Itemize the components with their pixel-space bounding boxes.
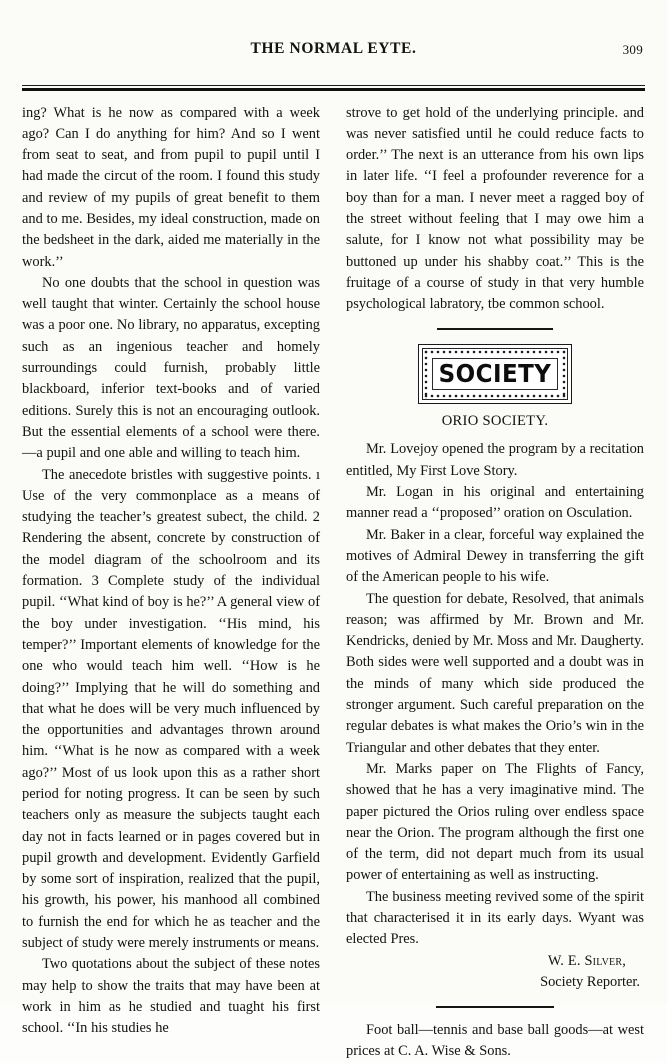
society-banner <box>418 344 572 404</box>
left-column <box>22 103 320 1063</box>
paragraph: Mr. Lovejoy opened the program by a recitation entitled, My First Love Story. <box>346 441 644 479</box>
paragraph: Mr. Marks paper on The Flights of Fancy, showed that he has a very imaginative mind. The paper pictured the Orios ruling over endless space near the Orion. The program although the first one of the term, did not depart much from its usual power of entertaining as well as instructing. <box>346 760 644 884</box>
section-heading: ORIO SOCIETY. <box>441 413 549 430</box>
paragraph: Two quotations about the subject of these notes may help to show the traits that may have been at work in him as he studied and tuaght his first school. ‘‘In his studies he <box>22 956 320 1037</box>
page-content-area <box>22 0 645 1060</box>
advertisement-text: Foot ball—tennis and base ball goods—at west prices at C. A. Wise & Sons. <box>346 1022 644 1060</box>
paragraph: The question for debate, Resolved, that animals reason; was affirmed by Mr. Brown and Mr. Kendricks, denied by Mr. Moss and Mr. Daugherty. Both sides were well supported and a doubt was in the minds of many which side produced the stronger argument. Such careful preparation on the regular debates is what makes the Orio’s win in the Triangular and other debates that they enter. <box>346 590 644 756</box>
paragraph: Mr. Baker in a clear, forceful way explained the motives of Admiral Dewey in transferring the gift of the American people to his wife. <box>346 526 644 586</box>
paragraph: ing? What is he now as compared with a week ago? Can I do anything for him? And so I went from seat to seat, and from pupil to pupil until I had made the circut of the room. I found this study and review of my pupils of great benefit to them and to me. Besides, my ideal construction, made on the bedsheet in the dark, aided me materially in the work.’’ <box>22 104 320 270</box>
paragraph: The business meeting revived some of the spirit that characterised it in its early days. Wyant was elected Pres. <box>346 888 644 948</box>
banner-inner-box <box>432 358 558 390</box>
banner-title: SOCIETY <box>438 359 552 389</box>
running-head <box>22 40 645 82</box>
banner-ornamental-border <box>422 348 568 400</box>
paragraph: No one doubts that the school in question was well taught that winter. Certainly the school house was a poor one. No library, no apparatus, excepting such as an ingenious teacher and homely surroundings could furnish, probably little blackboard, inferior text-books and of varied editions. Surely this is not an encouraging outlook. But the essential elements of a school were there.—a pupil and one able and willing to teach him. <box>22 274 320 462</box>
section-divider-rule <box>437 328 553 330</box>
signature-name: W. E. Silver, <box>547 952 626 969</box>
publication-title: THE NORMAL EYTE. <box>250 40 417 57</box>
signature-role: Society Reporter. <box>540 973 640 990</box>
paragraph: The anecedote bristles with suggestive points. ı Use of the very commonplace as a means of studying the teacher’s greatest subect, the child. 2 Rendering the absent, concrete by construction of the model diagram of the schoolroom and its formation. 3 Complete study of the individual pupil. ‘‘What kind of boy is he?’’ A general view of the boy under investigation. ‘‘His mind, his temper?’’ Important elements of knowledge for the one who would teach him well. ‘‘How is he doing?’’ Implying that he will do something and that what he does will be very much influenced by the opportunities and advantages thrown around him. ‘‘What is he now as compared with a week ago?’’ Most of us look upon this as a rather short period for noting progress. It can be seen by such teachers only as measure the subjects taught each day not in facts learned or in pages covered but in pupil growth and development. Evidently Garfield by some sort of inspiration, realized that the pupil, his growth, his power, his manhood all combined to furnish the end for which he as teacher and the subject of study were merely instruments or means. <box>22 466 320 952</box>
right-column <box>346 103 644 1063</box>
paragraph: strove to get hold of the underlying principle. and was never satisfied until he could reduce facts to order.’’ The next is an utterance from his own lips in later life. ‘‘I feel a profounder reverence for a boy than for a man. I never meet a ragged boy of the street without feeling that I may owe him a salute, for I know not what possibility may be buttoned up under his shabby coat.’’ This is the fruitage of a course of study in that very humble psychological labratory, tbe common school. <box>346 104 644 313</box>
two-column-body <box>22 103 645 1063</box>
header-divider-rule <box>22 85 645 91</box>
page-number: 309 <box>622 42 643 57</box>
advertisement-divider-rule <box>436 1006 554 1008</box>
paragraph: Mr. Logan in his original and entertaining manner read a ‘‘proposed’’ oration on Osculation. <box>346 484 644 522</box>
